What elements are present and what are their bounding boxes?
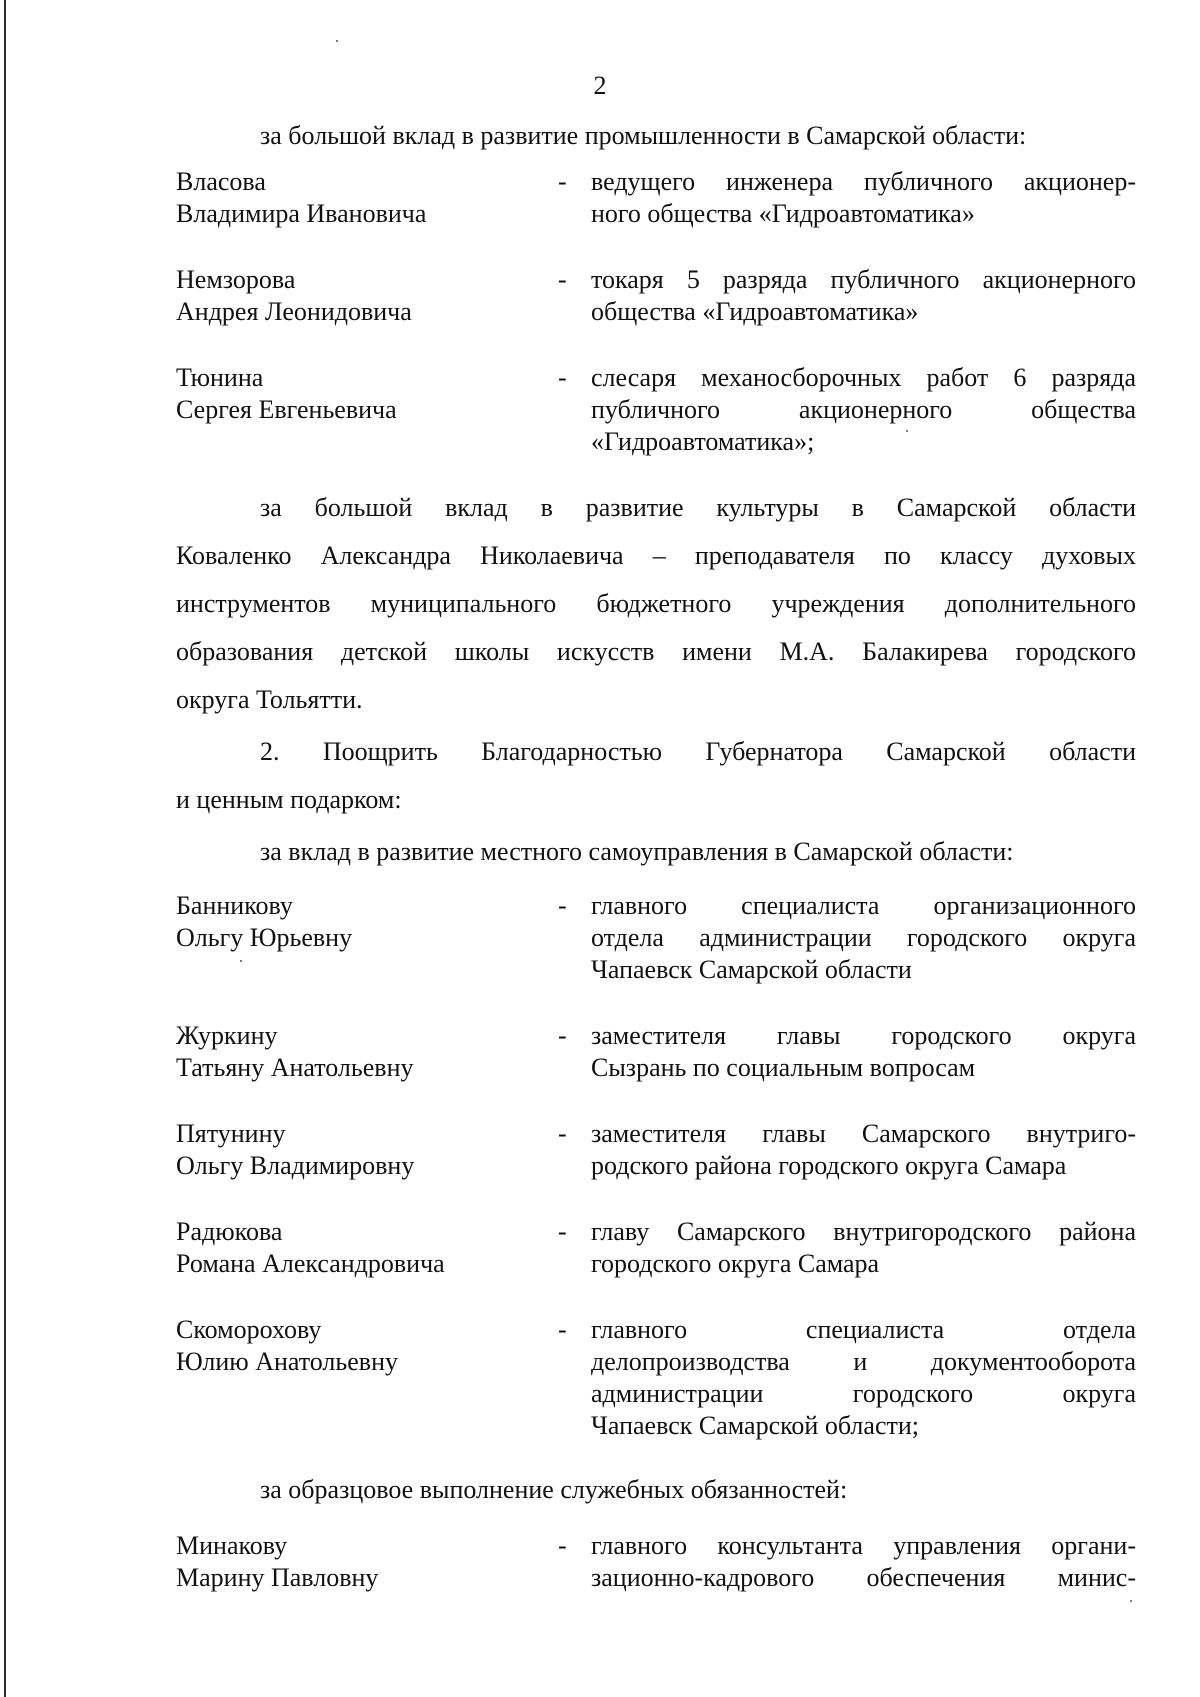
award-entry (176, 362, 1136, 482)
entry-dash: - (558, 265, 567, 294)
person-name: Пятунину Ольгу Владимировну (176, 1119, 415, 1180)
entry-dash: - (558, 1315, 567, 1344)
person-name: Тюнина Сергея Евгеньевича (176, 363, 397, 424)
person-name: Власова Владимира Ивановича (176, 167, 427, 228)
person-position: слесаря механосборочных работ 6 разряда публичного акционерного общества «Гидроавтоматика»; (591, 363, 1136, 456)
page-number: 2 (593, 71, 607, 100)
person-name: Немзорова Андрея Леонидовича (176, 265, 412, 326)
person-name: Радюкова Романа Александровича (176, 1217, 445, 1278)
person-position: главного специалиста организационного отдела администрации городского округа Чапаевск Самарской области (591, 891, 1136, 984)
award-entry (176, 890, 1136, 1010)
person-position: заместителя главы городского округа Сызрань по социальным вопросам (591, 1021, 1136, 1082)
person-position: главу Самарского внутригородского района городского округа Самара (591, 1217, 1136, 1278)
entry-dash: - (558, 167, 567, 196)
person-position: заместителя главы Самарского внутриго- родского района городского округа Самара (591, 1119, 1136, 1180)
section-title-service: за образцовое выполнение служебных обязанностей: (260, 1475, 848, 1504)
scan-edge-line (4, 0, 6, 1697)
entry-dash: - (558, 1021, 567, 1050)
person-name: Банникову Ольгу Юрьевну (176, 891, 353, 952)
scan-speck (336, 40, 338, 42)
culture-award-paragraph: за большой вклад в развитие культуры в Самарской области Коваленко Александра Николаевича – преподавателя по классу духовых инструментов муниципального бюджетного учреждения дополнительного образования детской школы искусств имени М.А. Балакирева городского округа Тольятти. (176, 493, 1136, 714)
person-name: Скоморохову Юлию Анатольевну (176, 1315, 398, 1376)
item-2-paragraph: 2. Поощрить Благодарностью Губернатора Самарской области и ценным подарком: (176, 737, 1136, 814)
award-entry (176, 1314, 1136, 1440)
section-title-local-government: за вклад в развитие местного самоуправления в Самарской области: (260, 837, 1014, 866)
entry-dash: - (558, 1217, 567, 1246)
person-position: токаря 5 разряда публичного акционерного общества «Гидроавтоматика» (591, 265, 1136, 326)
section-title-industry: за большой вклад в развитие промышленности в Самарской области: (260, 121, 1027, 150)
entry-dash: - (558, 891, 567, 920)
entry-dash: - (558, 1119, 567, 1148)
person-name: Минакову Марину Павловну (176, 1531, 379, 1592)
person-position: ведущего инженера публичного акционер- ного общества «Гидроавтоматика» (591, 167, 1136, 228)
person-name: Журкину Татьяну Анатольевну (176, 1021, 414, 1082)
person-position: главного специалиста отдела делопроизводства и документооборота администрации городского округа Чапаевск Самарской области; (591, 1315, 1136, 1440)
entry-dash: - (558, 363, 567, 392)
person-position: главного консультанта управления органи- зационно-кадрового обеспечения минис- (591, 1531, 1136, 1592)
entry-dash: - (558, 1531, 567, 1560)
award-entry (176, 1530, 1136, 1650)
